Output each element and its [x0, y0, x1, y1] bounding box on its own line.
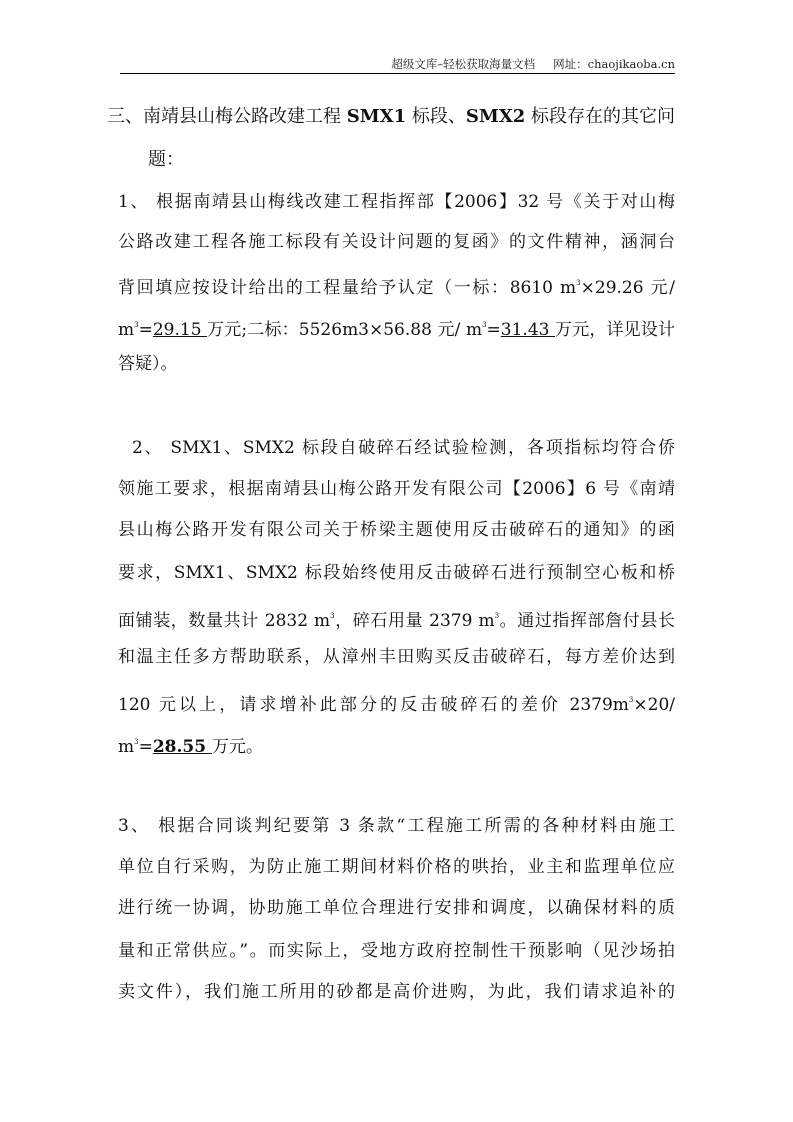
text-line — [118, 562, 675, 584]
text-segment: 3、 根据合同谈判纪要第 3 条款“工程施工所需的各种材料由施工 — [118, 816, 675, 836]
text-line — [107, 106, 675, 128]
text-line — [132, 437, 675, 459]
text-line — [118, 815, 675, 837]
superscript: 3 — [576, 279, 581, 287]
text-segment: ×20/ — [633, 695, 675, 715]
text-segment: 背回填应按设计给出的工程量给予认定（一标：8610 m — [118, 278, 577, 298]
text-line — [118, 897, 675, 919]
text-segment: = — [138, 320, 153, 340]
text-segment: ×29.26 元/ — [580, 278, 675, 298]
text-line — [118, 731, 675, 758]
text-line — [118, 646, 675, 668]
text-line — [118, 940, 675, 962]
text-segment: 120 元以上，请求增补此部分的反击破碎石的差价 2379m — [118, 695, 629, 715]
text-segment: 2、 SMX1、SMX2 标段自破碎石经试验检测，各项指标均符合侨 — [132, 438, 675, 458]
superscript: 3 — [330, 612, 335, 620]
text-segment: ，碎石用量 2379 m — [334, 611, 495, 631]
text-segment: 面铺装，数量共计 2832 m — [118, 611, 331, 631]
text-segment: 卖文件），我们施工所用的砂都是高价进购，为此，我们请求追补的 — [118, 982, 675, 1002]
text-segment: = — [138, 737, 153, 757]
text-segment: 1、 根据南靖县山梅线改建工程指挥部【2006】32 号《关于对山梅 — [118, 192, 675, 212]
text-line — [118, 272, 675, 299]
text-line — [118, 689, 675, 716]
text-segment: 31.43 — [500, 320, 556, 340]
text-segment: SMX1 — [346, 106, 407, 127]
text-segment: m — [118, 320, 135, 340]
text-line — [118, 353, 675, 375]
text-line — [118, 981, 675, 1003]
text-segment: 万元;二标：5526m3×56.88 元/ m — [207, 320, 483, 340]
text-line — [118, 856, 675, 878]
text-segment: 县山梅公路开发有限公司关于桥梁主题使用反击破碎石的通知》的函 — [118, 520, 675, 540]
text-segment: = — [486, 320, 501, 340]
text-segment: 。通过指挥部詹付县长 — [499, 611, 675, 631]
text-segment: 答疑）。 — [118, 354, 178, 374]
text-line — [118, 605, 675, 632]
superscript: 3 — [134, 321, 139, 329]
text-segment: m — [118, 737, 135, 757]
text-line — [118, 191, 675, 213]
text-segment: 万元，详见设计 — [555, 320, 676, 340]
text-segment: 28.55 — [152, 737, 212, 757]
text-segment: 单位自行采购，为防止施工期间材料价格的哄抬，业主和监理单位应 — [118, 857, 675, 877]
text-segment: 标段、 — [406, 106, 466, 127]
text-line — [148, 149, 675, 171]
text-segment: 29.15 — [152, 320, 208, 340]
superscript: 3 — [482, 321, 487, 329]
text-line — [118, 519, 675, 541]
text-segment: 进行统一协调，协助施工单位合理进行安排和调度，以确保材料的质 — [118, 898, 675, 918]
text-segment: 三、南靖县山梅公路改建工程 — [107, 106, 347, 127]
text-segment: 领施工要求，根据南靖县山梅公路开发有限公司【2006】6 号《南靖 — [118, 479, 675, 499]
text-line — [118, 478, 675, 500]
text-segment: 万元。 — [212, 737, 263, 757]
header-url: 网址：chaojikaoba.cn — [553, 57, 675, 71]
superscript: 3 — [134, 738, 139, 746]
text-segment: 量和正常供应。”。而实际上，受地方政府控制性干预影响（见沙场拍 — [118, 941, 675, 961]
superscript: 3 — [494, 612, 500, 620]
page-header — [120, 56, 675, 72]
text-segment: 题： — [148, 149, 184, 170]
superscript: 3 — [628, 696, 634, 704]
header-site-name: 超级文库–轻松获取海量文档 — [391, 57, 536, 71]
text-segment: 公路改建工程各施工标段有关设计问题的复函》的文件精神，涵洞台 — [118, 232, 675, 252]
text-segment: 和温主任多方帮助联系，从漳州丰田购买反击破碎石，每方差价达到 — [118, 647, 675, 667]
text-segment: 标段存在的其它问 — [525, 106, 676, 127]
text-segment: 要求，SMX1、SMX2 标段始终使用反击破碎石进行预制空心板和桥 — [118, 563, 675, 583]
header-rule — [120, 73, 675, 74]
text-segment: SMX2 — [465, 106, 526, 127]
text-line — [118, 314, 675, 341]
text-line — [118, 231, 675, 253]
